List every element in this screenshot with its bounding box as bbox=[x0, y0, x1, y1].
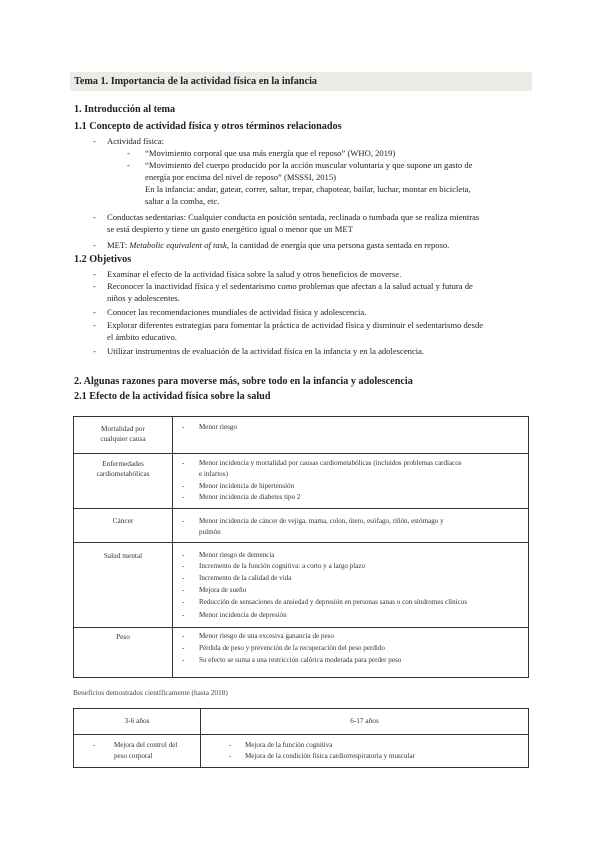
weight-item-3: Su efecto se suma a una restricción calórica moderada para perder peso bbox=[199, 656, 402, 664]
row-label-cardio-line1: Enfermedades bbox=[102, 459, 144, 468]
header-age-6-17: 6-17 años bbox=[350, 716, 379, 725]
header-age-3-6: 3-6 años bbox=[124, 716, 150, 725]
met-rest: , la cantidad de energía que una persona gasta sentada en reposo. bbox=[226, 240, 450, 250]
row-label-cancer: Cáncer bbox=[112, 516, 134, 525]
bullet-dash: - bbox=[93, 136, 96, 146]
section-heading-1: 1. Introducción al tema bbox=[74, 104, 176, 115]
row-label-mental-health: Salud mental bbox=[103, 551, 143, 560]
table-divider bbox=[200, 708, 201, 768]
bullet-dash: - bbox=[127, 148, 130, 158]
bullet-dash: - bbox=[182, 493, 185, 501]
bullet-dash: - bbox=[182, 551, 185, 559]
mental-item-3: Incremento de la calidad de vida bbox=[199, 574, 292, 582]
bullet-dash: - bbox=[93, 281, 96, 291]
mental-item-5: Reducción de sensaciones de ansiedad y depresión en personas sanas o con síndromes clínicos bbox=[199, 598, 468, 606]
sedentary-line2: se está despierto y tiene un gasto energético igual o menor que un MET bbox=[107, 224, 353, 234]
weight-item-2: Pérdida de peso y prevención de la recuperación del peso perdido bbox=[199, 644, 385, 652]
objective-5: Utilizar instrumentos de evaluación de la actividad física en la infancia y en la adolescencia. bbox=[107, 346, 425, 356]
bullet-dash: - bbox=[93, 307, 96, 317]
bullet-dash: - bbox=[229, 741, 232, 749]
age-3-6-item-line2: peso corporal bbox=[114, 752, 153, 760]
bullet-dash: - bbox=[182, 517, 185, 525]
cardio-item-2: Menor incidencia de hipertensión bbox=[199, 482, 295, 490]
objective-4-line1: Explorar diferentes estrategias para fomentar la práctica de actividad física y disminuir el sedentarismo desde bbox=[107, 320, 484, 330]
infancy-examples-line2: saltar a la comba, etc. bbox=[145, 196, 220, 206]
row-label-mortality-line1: Mortalidad por bbox=[101, 424, 145, 433]
subsection-heading-1-1: 1.1 Concepto de actividad física y otros términos relacionados bbox=[74, 121, 342, 132]
age-3-6-item-line1: Mejora del control del bbox=[114, 741, 178, 749]
table-row-label bbox=[76, 459, 170, 478]
age-6-17-item-1: Mejora de la función cognitiva bbox=[245, 741, 333, 749]
definition-msssi-line2: energía por encima del nivel de reposo” (MSSSI, 2015) bbox=[145, 172, 337, 182]
table-divider bbox=[73, 627, 529, 628]
bullet-dash: - bbox=[93, 269, 96, 279]
table-divider bbox=[73, 542, 529, 543]
mortality-item-1: Menor riesgo bbox=[199, 423, 238, 431]
cancer-item-1-line1: Menor incidencia de cáncer de vejiga, mama, colon, útero, esófago, riñón, estómago y bbox=[199, 517, 444, 525]
table-divider bbox=[172, 416, 173, 678]
age-6-17-item-2: Mejora de la condición física cardiorrespiratoria y muscular bbox=[245, 752, 415, 760]
met-lead: MET: bbox=[107, 240, 130, 250]
bullet-dash: - bbox=[182, 459, 185, 467]
bullet-dash: - bbox=[182, 632, 185, 640]
table-divider bbox=[73, 734, 529, 735]
af-label: Actividad física: bbox=[107, 136, 165, 146]
objective-2-line2: niños y adolescentes. bbox=[107, 293, 180, 303]
definition-who: “Movimiento corporal que usa más energía que el reposo” (WHO, 2019) bbox=[145, 148, 396, 158]
page-title: Tema 1. Importancia de la actividad física en la infancia bbox=[70, 72, 532, 91]
row-label-cardio-line2: cardiometabólicas bbox=[96, 468, 150, 478]
bullet-dash: - bbox=[229, 752, 232, 760]
bullet-dash: - bbox=[93, 240, 96, 250]
bullet-dash: - bbox=[93, 741, 96, 749]
bullet-dash: - bbox=[93, 320, 96, 330]
bullet-dash: - bbox=[182, 586, 185, 594]
mental-item-1: Menor riesgo de demencia bbox=[199, 551, 275, 559]
table-divider bbox=[73, 453, 529, 454]
bullet-dash: - bbox=[182, 598, 185, 606]
row-label-weight: Peso bbox=[116, 632, 130, 641]
table-caption: Beneficios demostrados científicamente (hasta 2018) bbox=[73, 688, 228, 697]
bullet-dash: - bbox=[182, 482, 185, 490]
cardio-item-3: Menor incidencia de diabetes tipo 2 bbox=[199, 493, 301, 501]
objective-4-line2: el ámbito educativo. bbox=[107, 332, 177, 342]
cardio-item-1-line1: Menor incidencia y mortalidad por causas cardiometabólicas (incluidos problemas cardiacos bbox=[199, 459, 462, 467]
subsection-heading-2-1: 2.1 Efecto de la actividad física sobre la salud bbox=[74, 391, 271, 402]
bullet-dash: - bbox=[182, 611, 185, 619]
mental-item-6: Menor incidencia de depresión bbox=[199, 611, 287, 619]
met-definition bbox=[107, 240, 449, 251]
bullet-dash: - bbox=[182, 644, 185, 652]
objective-2-line1: Reconocer la inactividad física y el sedentarismo como problemas que afectan a la salud actual y futura de bbox=[107, 281, 473, 291]
bullet-dash: - bbox=[182, 562, 185, 570]
bullet-dash: - bbox=[93, 346, 96, 356]
section-heading-2: 2. Algunas razones para moverse más, sobre todo en la infancia y adolescencia bbox=[74, 376, 413, 387]
row-label-mortality-line2: cualquier causa bbox=[100, 433, 146, 443]
bullet-dash: - bbox=[127, 160, 130, 170]
bullet-dash: - bbox=[182, 423, 185, 431]
bullet-dash: - bbox=[182, 574, 185, 582]
objective-1: Examinar el efecto de la actividad física sobre la salud y otros beneficios de moverse. bbox=[107, 269, 402, 279]
cancer-item-1-line2: pulmón bbox=[199, 528, 221, 536]
table-divider bbox=[73, 508, 529, 509]
mental-item-2: Incremento de la función cognitiva: a corto y a largo plazo bbox=[199, 562, 366, 570]
weight-item-1: Menor riesgo de una excesiva ganancia de peso bbox=[199, 632, 334, 640]
objective-3: Conocer las recomendaciones mundiales de actividad física y adolescencia. bbox=[107, 307, 367, 317]
mental-item-4: Mejora de sueño bbox=[199, 586, 247, 594]
bullet-dash: - bbox=[182, 656, 185, 664]
subsection-heading-1-2: 1.2 Objetivos bbox=[74, 254, 132, 265]
met-italic: Metabolic equivalent of task bbox=[129, 240, 227, 250]
infancy-examples-line1: En la infancia: andar, gatear, correr, saltar, trepar, chapotear, bailar, luchar, montar en bicicleta, bbox=[145, 184, 471, 194]
definition-msssi-line1: “Movimiento del cuerpo producido por la acción muscular voluntaria y que supone un gasto de bbox=[145, 160, 473, 170]
sedentary-line1: Conductas sedentarias: Cualquier conducta en posición sentada, reclinada o tumbada que se realiza mientras bbox=[107, 212, 480, 222]
table-row-label bbox=[76, 424, 170, 443]
cardio-item-1-line2: e infartos) bbox=[199, 470, 228, 478]
bullet-dash: - bbox=[93, 212, 96, 222]
